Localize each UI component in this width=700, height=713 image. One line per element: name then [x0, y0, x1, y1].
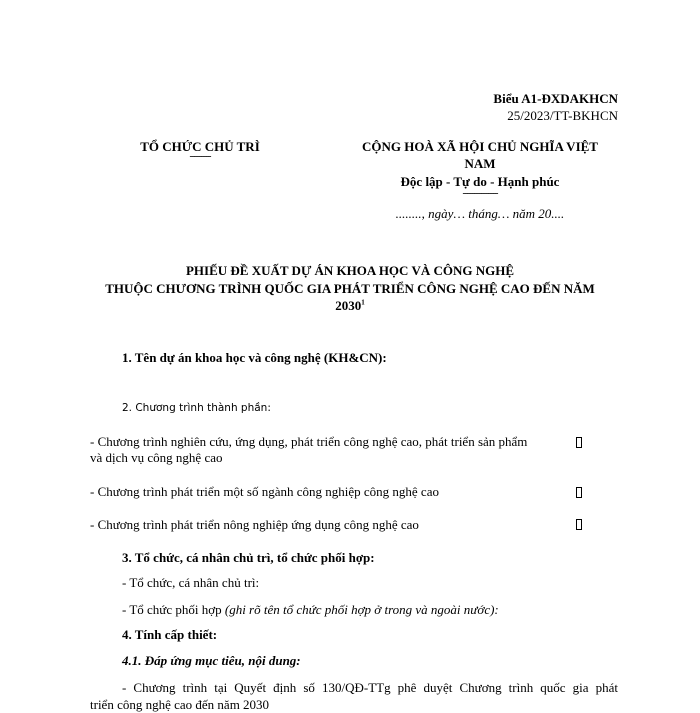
organization-divider: ---------: [189, 151, 211, 162]
program-option-1: [90, 434, 560, 467]
section-4-heading: 4. Tính cấp thiết:: [122, 627, 218, 642]
document-title-year: 2030: [335, 298, 362, 313]
section-1-heading: 1. Tên dự án khoa học và công nghệ (KH&CN):: [122, 350, 387, 365]
program-option-2-line1: - Chương trình phát triển một số ngành công nghiệp công nghệ cao: [90, 484, 439, 499]
form-code-line2: 25/2023/TT-BKHCN: [507, 108, 618, 123]
program-option-1-line2: và dịch vụ công nghệ cao: [90, 450, 223, 466]
section-3-heading: 3. Tổ chức, cá nhân chủ trì, tổ chức phối hợp:: [122, 550, 375, 565]
document-title-line1: PHIẾU ĐỀ XUẤT DỰ ÁN KHOA HỌC VÀ CÔNG NGHỆ: [185, 263, 515, 278]
footnote-marker: 1: [361, 298, 365, 307]
program-option-1-checkbox[interactable]: [576, 437, 582, 448]
country-name-line2: NAM: [464, 156, 496, 171]
document-title-line2: THUỘC CHƯƠNG TRÌNH QUỐC GIA PHÁT TRIỂN CÔNG NGHỆ CAO ĐẾN NĂM: [105, 281, 595, 296]
program-option-2: [90, 484, 560, 500]
form-code-line1: Biểu A1-ĐXDAKHCN: [493, 91, 618, 106]
section-4-1-heading: 4.1. Đáp ứng mục tiêu, nội dung:: [122, 653, 301, 668]
program-option-3-line1: - Chương trình phát triển nông nghiệp ứng dụng công nghệ cao: [90, 517, 419, 532]
section-4-paragraph-line1: - Chương trình tại Quyết định số 130/QĐ-TTg phê duyệt Chương trình quốc gia phát: [122, 680, 618, 695]
section-3-lead-organization: - Tổ chức, cá nhân chủ trì:: [122, 575, 260, 590]
partner-organization-label: - Tổ chức phối hợp: [122, 602, 225, 617]
organization-label: TỔ CHỨC CHỦ TRÌ: [140, 139, 260, 154]
program-option-3: [90, 517, 560, 533]
date-line: ........, ngày… tháng… năm 20....: [395, 206, 565, 221]
partner-organization-note: (ghi rõ tên tổ chức phối hợp ở trong và ngoài nước):: [224, 602, 499, 617]
section-3-partner-organization: [122, 602, 499, 618]
motto-divider: ---------------: [462, 188, 498, 199]
program-option-1-line1: - Chương trình nghiên cứu, ứng dụng, phát triển công nghệ cao, phát triển sản phẩm: [90, 434, 528, 449]
section-4-paragraph-line2: triển công nghệ cao đến năm 2030: [90, 697, 270, 712]
program-option-3-checkbox[interactable]: [576, 519, 582, 530]
program-option-2-checkbox[interactable]: [576, 487, 582, 498]
national-motto: Độc lập - Tự do - Hạnh phúc: [400, 174, 560, 189]
document-title-line3: [60, 298, 640, 314]
country-name-line1: CỘNG HOÀ XÃ HỘI CHỦ NGHĨA VIỆT: [362, 139, 598, 154]
section-2-heading: 2. Chương trình thành phần:: [122, 402, 271, 414]
